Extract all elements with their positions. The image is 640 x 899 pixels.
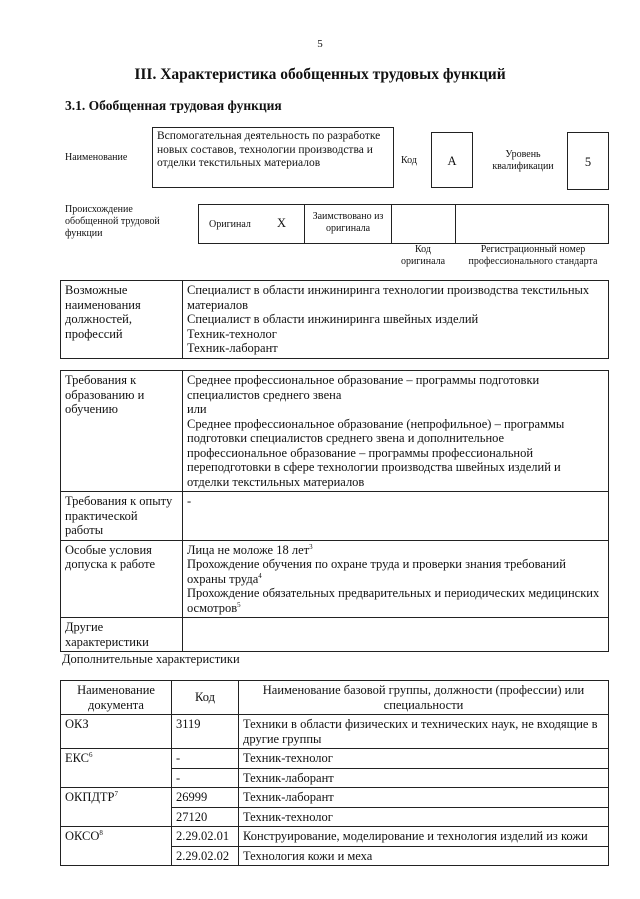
original-mark: X [277, 216, 287, 230]
special-value [183, 540, 609, 618]
additional-table [60, 680, 609, 866]
col-name-header: Наименование базовой группы, должности (профессии) или специальности [239, 681, 609, 715]
code-cell: 27120 [172, 807, 239, 827]
code-value: А [431, 132, 473, 188]
doc-cell: ОКЗ [61, 715, 172, 749]
name-cell: Технология кожи и меха [239, 846, 609, 866]
table-row [61, 827, 609, 847]
experience-label: Требования к опыту практической работы [61, 492, 183, 541]
name-cell: Техник-технолог [239, 807, 609, 827]
divider [455, 205, 456, 243]
name-cell: Техник-лаборант [239, 768, 609, 788]
doc-cell: ОКСО$^8$ [61, 827, 172, 866]
name-cell: Конструирование, моделирование и технология изделий из кожи [239, 827, 609, 847]
education-line: Среднее профессиональное образование (непрофильное) – программы подготовки специалистов среднего звена и дополнительное профессиональное образование – программы профессиональной переподготовки в сфере технологии производства швейных изделий и отделки текстильных материалов [187, 416, 565, 489]
position-item: Специалист в области инжиниринга швейных изделий [187, 312, 479, 326]
page-title: III. Характеристика обобщенных трудовых функций [134, 66, 506, 83]
name-cell: Техники в области физических и технических наук, не входящие в другие группы [239, 715, 609, 749]
code-label: Код [401, 155, 417, 166]
col-doc-header: Наименование документа [61, 681, 172, 715]
special-label: Особые условия допуска к работе [61, 540, 183, 618]
table-row [61, 715, 609, 749]
education-line: Среднее профессиональное образование – программы подготовки специалистов среднего звена [187, 373, 540, 402]
code-original-caption: Код оригинала [400, 244, 446, 267]
section-title: 3.1. Обобщенная трудовая функция [65, 98, 282, 113]
level-label: Уровень квалификации [492, 149, 554, 172]
code-cell: 26999 [172, 788, 239, 808]
code-cell: 2.29.02.01 [172, 827, 239, 847]
experience-value: - [183, 492, 609, 541]
education-value [183, 371, 609, 492]
name-value: Вспомогательная деятельность по разработке новых составов, технологии производства и отделки текстильных материалов [152, 127, 394, 188]
divider [391, 205, 392, 243]
special-line: Прохождение обязательных предварительных и периодических медицинских осмотров$^5$ [187, 586, 600, 615]
code-cell: 2.29.02.02 [172, 846, 239, 866]
education-label: Требования к образованию и обучению [61, 371, 183, 492]
special-line: Прохождение обучения по охране труда и проверки знания требований охраны труда$^4$ [187, 557, 566, 586]
position-item: Техник-лаборант [187, 341, 278, 355]
level-value: 5 [567, 132, 609, 190]
table-row [61, 749, 609, 769]
col-code-header: Код [172, 681, 239, 715]
position-item: Специалист в области инжиниринга технологии производства текстильных материалов [187, 283, 590, 312]
education-line: или [187, 402, 207, 416]
special-line: Лица не моложе 18 лет$^3$ [187, 542, 313, 557]
table-row [61, 788, 609, 808]
positions-list [183, 281, 609, 359]
positions-label: Возможные наименования должностей, профессий [61, 281, 183, 359]
additional-heading: Дополнительные характеристики [62, 652, 240, 666]
doc-cell: ОКПДТР$^7$ [61, 788, 172, 827]
original-label: Оригинал [209, 219, 251, 230]
name-cell: Техник-технолог [239, 749, 609, 769]
positions-table [60, 280, 609, 359]
name-label: Наименование [65, 152, 128, 163]
page-number: 5 [317, 38, 323, 50]
requirements-table [60, 370, 609, 652]
other-value [183, 618, 609, 652]
borrowed-label: Заимствовано из оригинала [312, 211, 384, 234]
origin-table [198, 204, 609, 244]
other-label: Другие характеристики [61, 618, 183, 652]
origin-label: Происхождение обобщенной трудовой функции [65, 204, 160, 239]
name-cell: Техник-лаборант [239, 788, 609, 808]
code-cell: 3119 [172, 715, 239, 749]
doc-cell: ЕКС$^6$ [61, 749, 172, 788]
code-cell: - [172, 768, 239, 788]
position-item: Техник-технолог [187, 326, 277, 341]
reg-number-caption: Регистрационный номер профессионального стандарта [468, 244, 598, 267]
code-cell: - [172, 749, 239, 769]
